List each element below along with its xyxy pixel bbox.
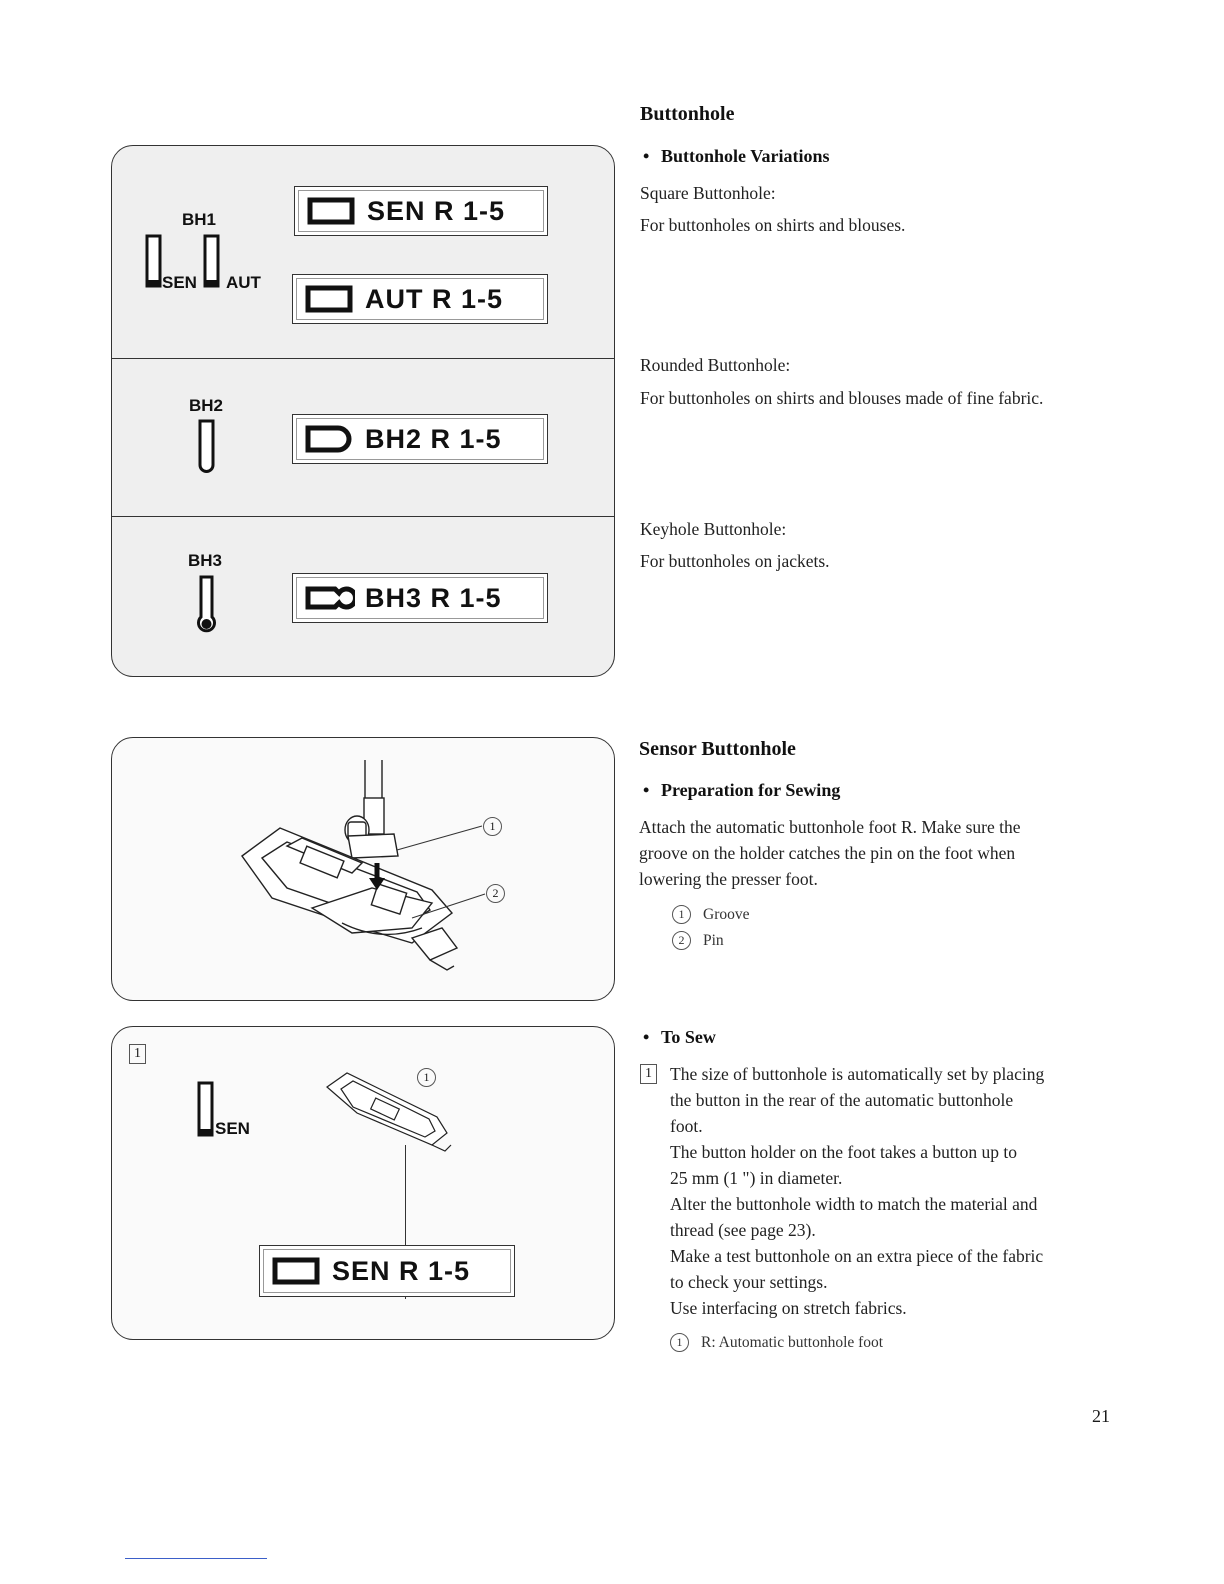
callout-groove xyxy=(483,817,502,836)
part-label: Groove xyxy=(703,906,750,923)
square-buttonhole-icon xyxy=(144,234,164,290)
paragraph-line: Attach the automatic buttonhole foot R. Make sure the xyxy=(639,817,1021,837)
square-buttonhole-display-icon xyxy=(305,285,355,313)
step-number-box: 1 xyxy=(640,1064,657,1084)
page-number: 21 xyxy=(1092,1406,1110,1426)
paragraph-line: The button holder on the foot takes a button up to xyxy=(670,1142,1018,1162)
bh1-section xyxy=(112,146,614,358)
display-bh3 xyxy=(292,573,548,623)
sen-mode-label: SEN xyxy=(162,273,197,292)
paragraph-line: Alter the buttonhole width to match the material and xyxy=(670,1194,1038,1214)
figure-attach-foot xyxy=(111,737,615,1001)
paragraph-line: thread (see page 23). xyxy=(670,1220,816,1240)
variations-heading: • Buttonhole Variations xyxy=(643,146,830,166)
rounded-buttonhole-display-icon xyxy=(305,425,355,453)
bh2-label: BH2 xyxy=(189,396,224,415)
part-label: Pin xyxy=(703,932,724,949)
display-bh3-text: BH3 R 1-5 xyxy=(365,582,502,613)
rounded-buttonhole-icon xyxy=(197,417,217,477)
display-sen xyxy=(259,1245,515,1297)
part-number: 1 xyxy=(672,905,691,924)
rounded-desc: For buttonholes on shirts and blouses made of fine fabric. xyxy=(640,388,1044,408)
figure-to-sew xyxy=(111,1026,615,1340)
display-bh2 xyxy=(292,414,548,464)
keyhole-buttonhole-display-icon xyxy=(305,584,355,612)
to-sew-text xyxy=(670,1061,1044,1321)
preparation-text xyxy=(639,814,1021,892)
display-sen-text: SEN R 1-5 xyxy=(332,1255,471,1286)
square-buttonhole-display-icon xyxy=(272,1257,322,1285)
note-number: 1 xyxy=(670,1333,689,1352)
to-sew-heading: • To Sew xyxy=(643,1027,716,1047)
figure-buttonhole-variations xyxy=(111,145,615,677)
square-buttonhole-display-icon xyxy=(307,197,357,225)
bh2-section xyxy=(112,359,614,516)
paragraph-line: Use interfacing on stretch fabrics. xyxy=(670,1298,907,1318)
display-aut-text: AUT R 1-5 xyxy=(365,283,504,314)
part-item-pin xyxy=(672,931,724,950)
callout-number: 2 xyxy=(486,884,505,903)
paragraph-line: 25 mm (1 ") in diameter. xyxy=(670,1168,843,1188)
display-aut xyxy=(292,274,548,324)
square-desc: For buttonholes on shirts and blouses. xyxy=(640,215,906,235)
callout-number: 1 xyxy=(417,1068,436,1087)
keyhole-title: Keyhole Buttonhole: xyxy=(640,519,787,539)
callout-number: 1 xyxy=(483,817,502,836)
buttonhole-foot-attach-illustration xyxy=(112,738,615,1001)
display-sen xyxy=(294,186,548,236)
buttonhole-foot-icon xyxy=(317,1065,467,1155)
paragraph-line: to check your settings. xyxy=(670,1272,828,1292)
part-item-groove xyxy=(672,905,750,924)
sen-mode-label: SEN xyxy=(215,1119,250,1138)
keyhole-buttonhole-icon xyxy=(196,573,218,635)
divider xyxy=(125,1558,267,1559)
note-label: R: Automatic buttonhole foot xyxy=(701,1334,884,1351)
preparation-heading-text: Preparation for Sewing xyxy=(661,780,841,800)
paragraph-line: Make a test buttonhole on an extra piece of the fabric xyxy=(670,1246,1044,1266)
variations-heading-text: Buttonhole Variations xyxy=(661,146,830,166)
preparation-heading: • Preparation for Sewing xyxy=(643,780,841,800)
display-bh2-text: BH2 R 1-5 xyxy=(365,423,502,454)
display-sen-text: SEN R 1-5 xyxy=(367,195,506,226)
bh1-label: BH1 xyxy=(182,210,217,229)
note-automatic-foot xyxy=(670,1333,883,1352)
paragraph-line: groove on the holder catches the pin on the foot when xyxy=(639,843,1016,863)
buttonhole-heading: Buttonhole xyxy=(640,103,735,125)
paragraph-line: the button in the rear of the automatic buttonhole xyxy=(670,1090,1014,1110)
callout-pin xyxy=(486,884,505,903)
square-buttonhole-auto-icon xyxy=(202,234,222,290)
paragraph-line: foot. xyxy=(670,1116,703,1136)
to-sew-heading-text: To Sew xyxy=(661,1027,716,1047)
step-number-box: 1 xyxy=(129,1044,146,1064)
square-buttonhole-icon xyxy=(196,1081,216,1139)
aut-mode-label: AUT xyxy=(226,273,261,292)
bh3-section xyxy=(112,517,614,677)
part-number: 2 xyxy=(672,931,691,950)
rounded-title: Rounded Buttonhole: xyxy=(640,355,791,375)
paragraph-line: lowering the presser foot. xyxy=(639,869,818,889)
bh3-label: BH3 xyxy=(188,551,223,570)
callout-foot xyxy=(417,1068,436,1087)
sensor-heading: Sensor Buttonhole xyxy=(639,738,796,760)
keyhole-desc: For buttonholes on jackets. xyxy=(640,551,830,571)
paragraph-line: The size of buttonhole is automatically set by placing xyxy=(670,1064,1045,1084)
square-title: Square Buttonhole: xyxy=(640,183,776,203)
